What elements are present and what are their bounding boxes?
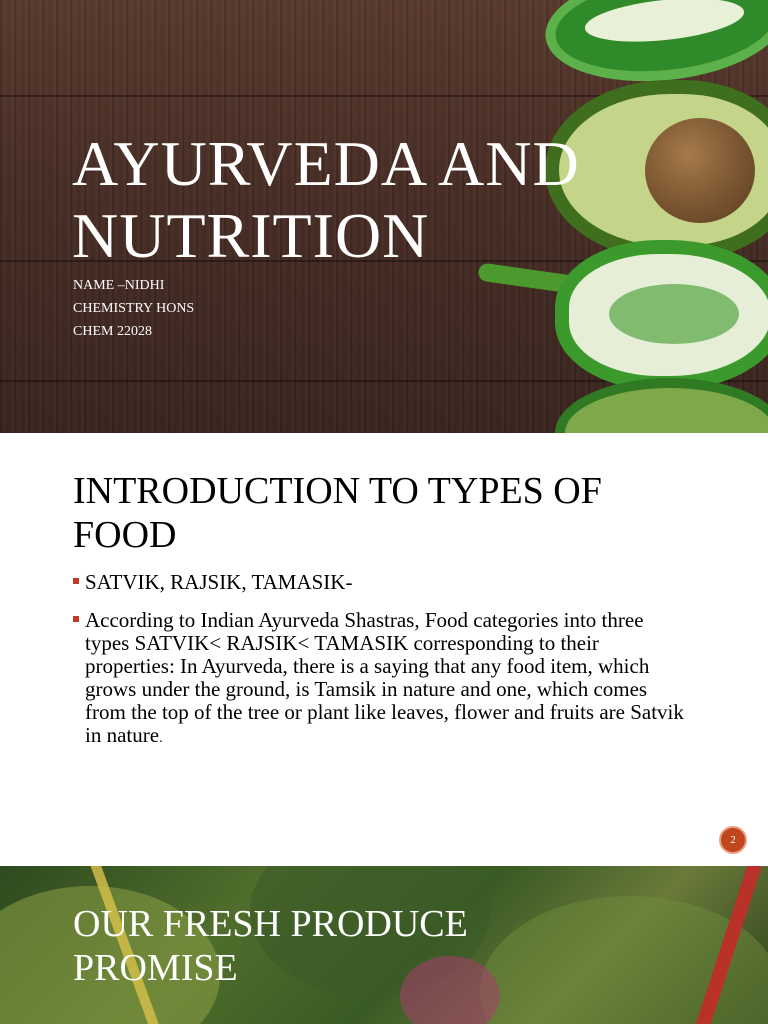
intro-slide (0, 433, 768, 866)
course-code: CHEM 22028 (73, 324, 152, 339)
title-line-1: AYURVEDA AND (72, 128, 580, 199)
bullet-square-icon (73, 578, 79, 584)
bullet-text: SATVIK, RAJSIK, TAMASIK- (85, 570, 353, 594)
title-line-2: NUTRITION (72, 200, 430, 271)
produce-slide (0, 866, 768, 1024)
title-line-2: FOOD (73, 514, 177, 556)
bullet-square-icon (73, 616, 79, 622)
page-number-badge: 2 (719, 826, 747, 854)
pepper-bottom-image (555, 378, 768, 433)
slide-title (73, 902, 693, 990)
green-pepper-image (540, 0, 768, 92)
title-line-1: OUR FRESH PRODUCE (73, 903, 468, 945)
bullet-item (73, 571, 693, 594)
title-line-2: PROMISE (73, 947, 238, 989)
bullet-period: . (159, 731, 163, 746)
author-name: NAME –NIDHI (73, 278, 165, 293)
bullet-text-wrapper (85, 609, 693, 750)
slide-title (72, 128, 692, 272)
bullet-item (73, 609, 693, 750)
title-slide (0, 0, 768, 433)
bullet-text: According to Indian Ayurveda Shastras, Food categories into three types SATVIK< RAJSIK< TAMASIK corresponding to their properties: In Ayurveda, there is a saying that any food item, which grows under the ground, is Tamsik in nature and one, which comes from the top of the tree or plant like leaves, flower and fruits are Satvik in nature (85, 608, 684, 747)
course-name: CHEMISTRY HONS (73, 301, 195, 316)
title-line-1: INTRODUCTION TO TYPES OF (73, 470, 602, 512)
slide-title (73, 469, 713, 557)
